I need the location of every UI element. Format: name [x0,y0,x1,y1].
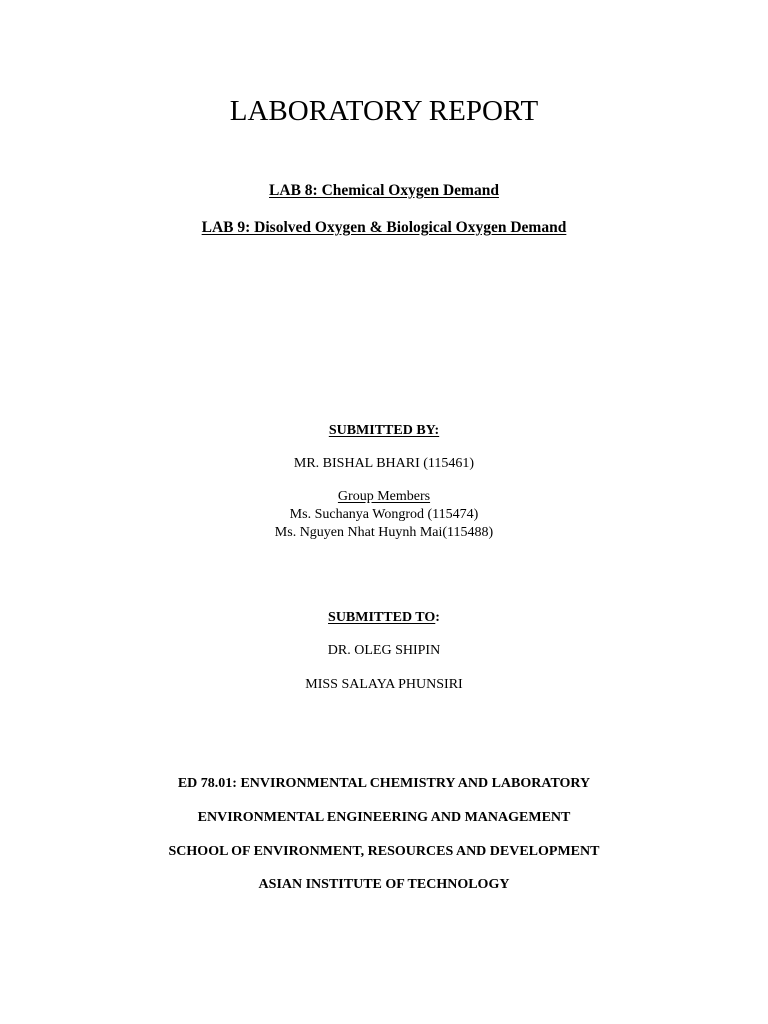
group-members-label: Group Members [337,489,431,504]
submitted-to-heading [0,611,768,625]
report-title: LABORATORY REPORT [229,95,539,127]
submitted-by-heading-text: SUBMITTED BY: [328,423,440,438]
recipient-1: DR. OLEG SHIPIN [327,643,441,658]
institute-line: ASIAN INSTITUTE OF TECHNOLOGY [258,877,510,892]
group-member-1: Ms. Suchanya Wongrod (115474) [289,507,479,522]
course-line: ED 78.01: ENVIRONMENTAL CHEMISTRY AND LABORATORY [177,776,591,791]
lab-8-title: LAB 8: Chemical Oxygen Demand [269,182,499,199]
submitted-to-colon: : [435,610,440,625]
submitted-by-heading [0,424,768,438]
lab-9-title: LAB 9: Disolved Oxygen & Biological Oxygen Demand [201,219,567,236]
program-line: ENVIRONMENTAL ENGINEERING AND MANAGEMENT [197,810,571,825]
group-member-2: Ms. Nguyen Nhat Huynh Mai(115488) [274,525,494,540]
recipient-2: MISS SALAYA PHUNSIRI [305,677,463,692]
submitted-to-heading-text: SUBMITTED TO [328,610,436,625]
submitter-name: MR. BISHAL BHARI (115461) [293,456,475,471]
school-line: SCHOOL OF ENVIRONMENT, RESOURCES AND DEVELOPMENT [168,844,600,859]
